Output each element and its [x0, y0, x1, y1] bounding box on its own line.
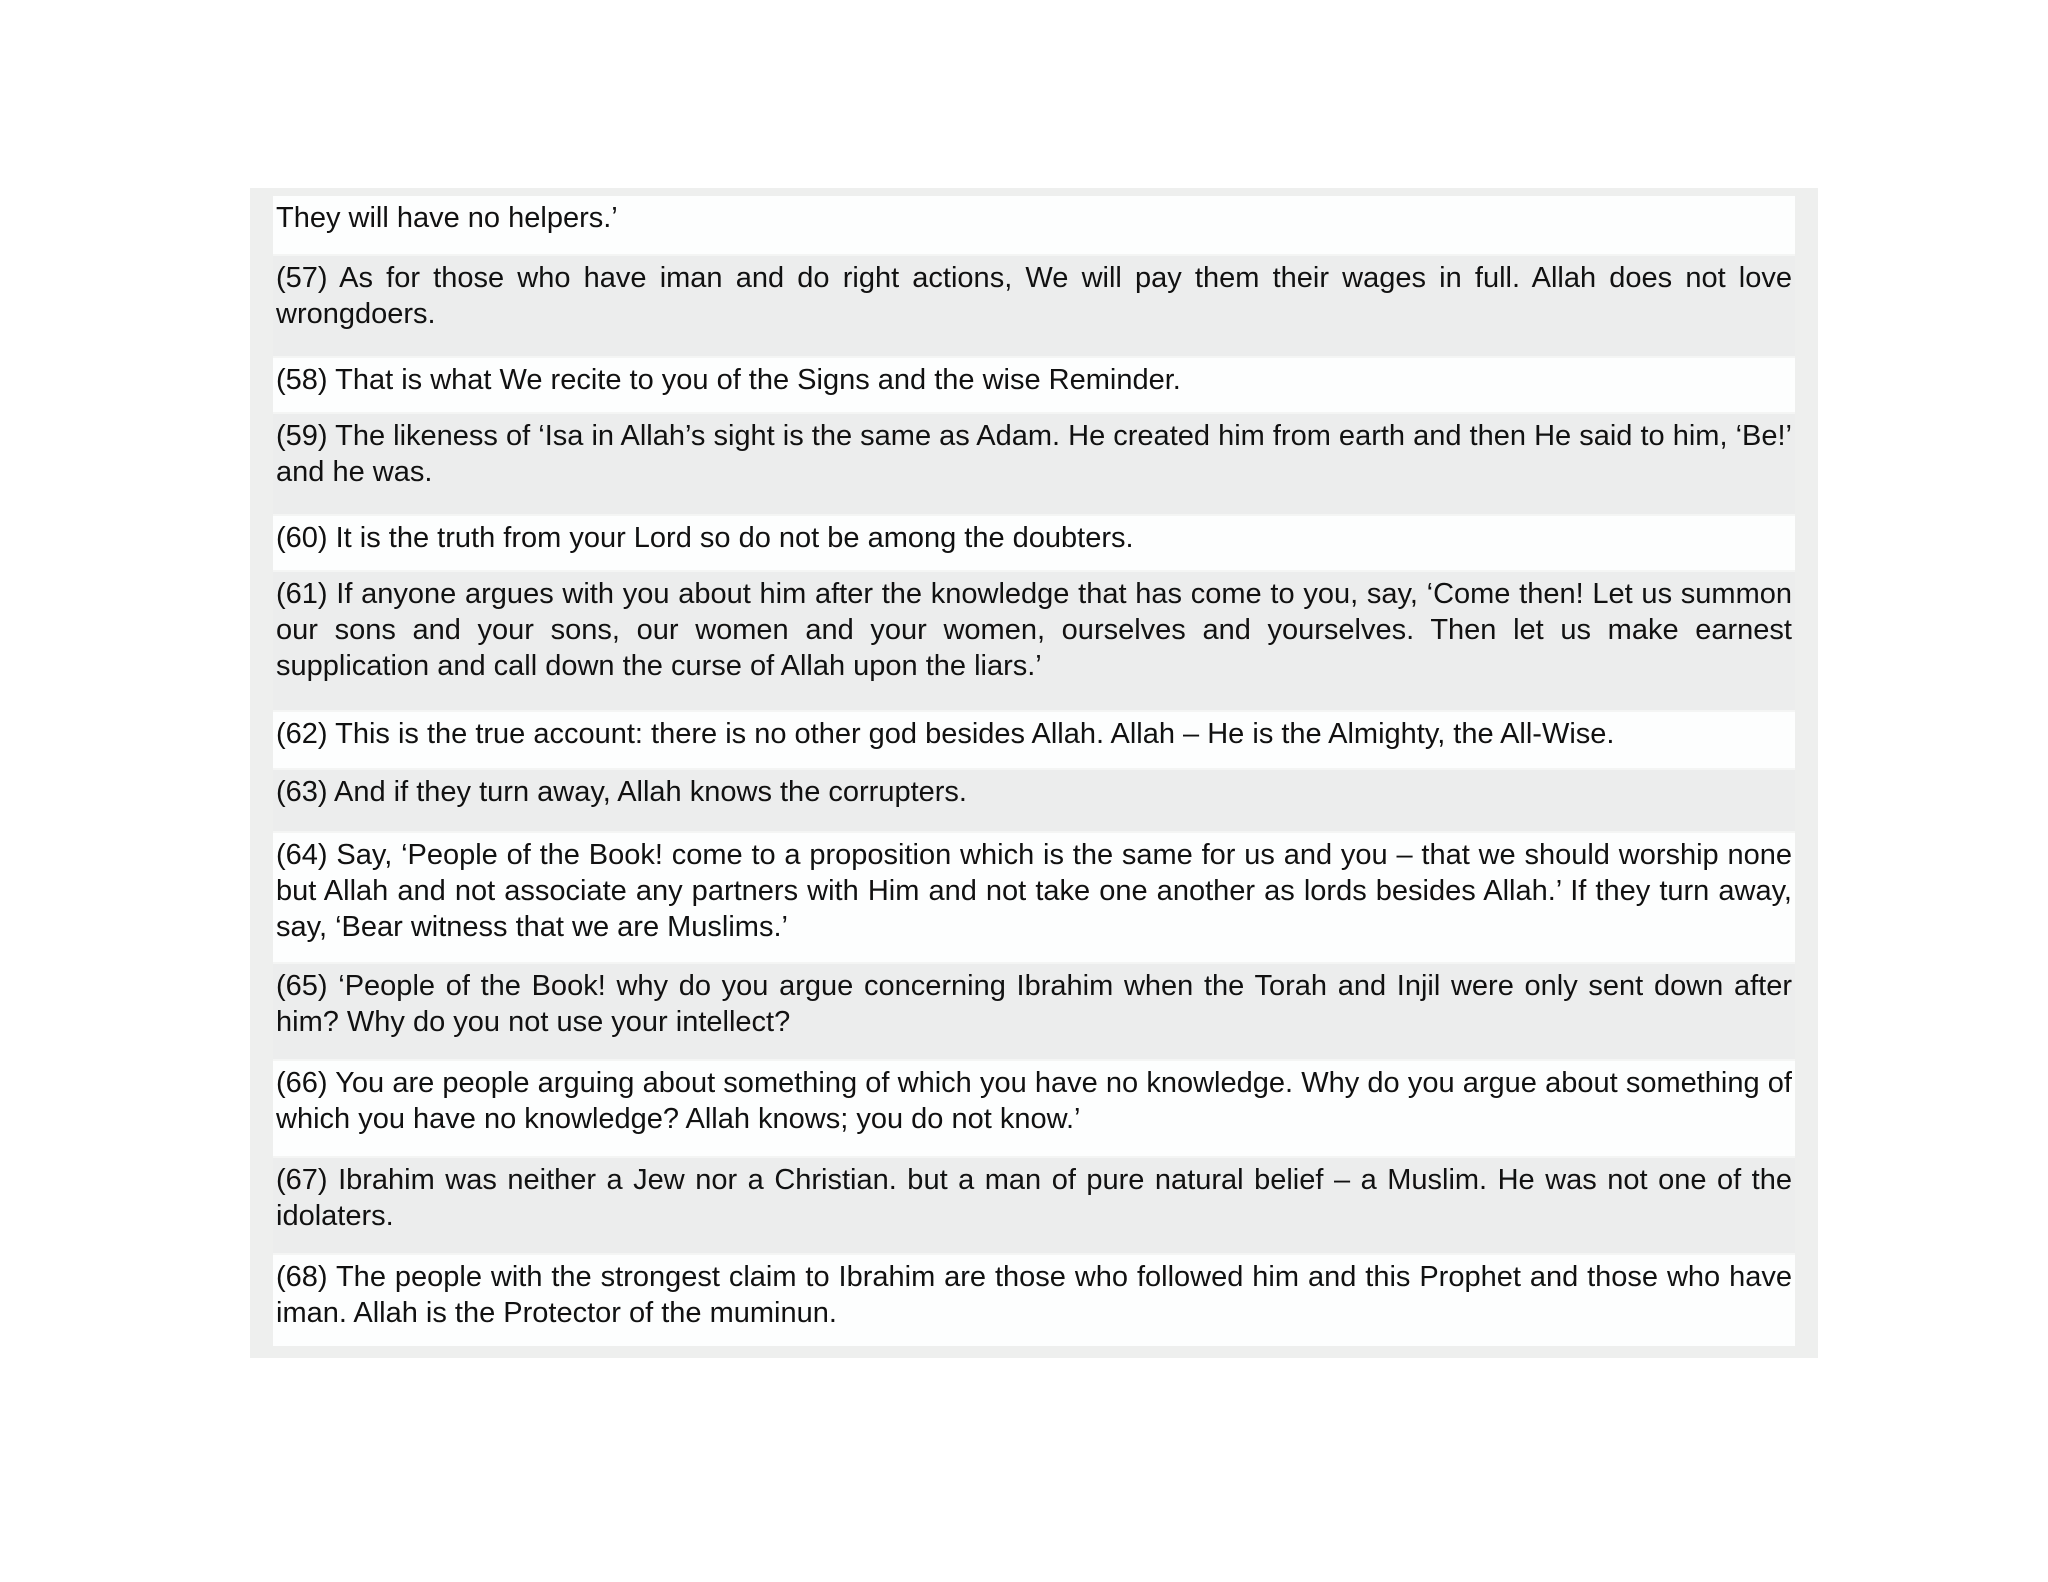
passage-row-68: (68) The people with the strongest claim to Ibrahim are those who followed him and this Prophet and those who have iman. Allah is the Protector of the muminun. [273, 1253, 1795, 1346]
verse-table [250, 188, 1818, 1358]
passage-row-64: (64) Say, ‘People of the Book! come to a proposition which is the same for us and you – that we should worship none but Allah and not associate any partners with Him and not take one another as lords besides Allah.’ If they turn away, say, ‘Bear witness that we are Muslims.’ [273, 831, 1795, 962]
passage-row-67: (67) Ibrahim was neither a Jew nor a Christian. but a man of pure natural belief – a Muslim. He was not one of the idolaters. [273, 1156, 1795, 1253]
passage-row-57: (57) As for those who have iman and do right actions, We will pay them their wages in full. Allah does not love wrongdoers. [273, 254, 1795, 356]
passage-row-59: (59) The likeness of ‘Isa in Allah’s sight is the same as Adam. He created him from earth and then He said to him, ‘Be!’ and he was. [273, 412, 1795, 514]
passage-row-62: (62) This is the true account: there is no other god besides Allah. Allah – He is the Almighty, the All-Wise. [273, 710, 1795, 768]
passage-row-61: (61) If anyone argues with you about him after the knowledge that has come to you, say, ‘Come then! Let us summon our sons and your sons, our women and your women, ourselves and yourselves. Then let us make earnest supplication and call down the curse of Allah upon the liars.’ [273, 570, 1795, 710]
passage-row-66: (66) You are people arguing about something of which you have no knowledge. Why do you argue about something of which you have no knowledge? Allah knows; you do not know.’ [273, 1059, 1795, 1156]
passage-row-63: (63) And if they turn away, Allah knows the corrupters. [273, 768, 1795, 831]
passage-row-60: (60) It is the truth from your Lord so do not be among the doubters. [273, 514, 1795, 570]
passage-row-58: (58) That is what We recite to you of the Signs and the wise Reminder. [273, 356, 1795, 412]
passage-row-65: (65) ‘People of the Book! why do you argue concerning Ibrahim when the Torah and Injil were only sent down after him? Why do you not use your intellect? [273, 962, 1795, 1059]
passage-row-56-end: They will have no helpers.’ [273, 196, 1795, 254]
